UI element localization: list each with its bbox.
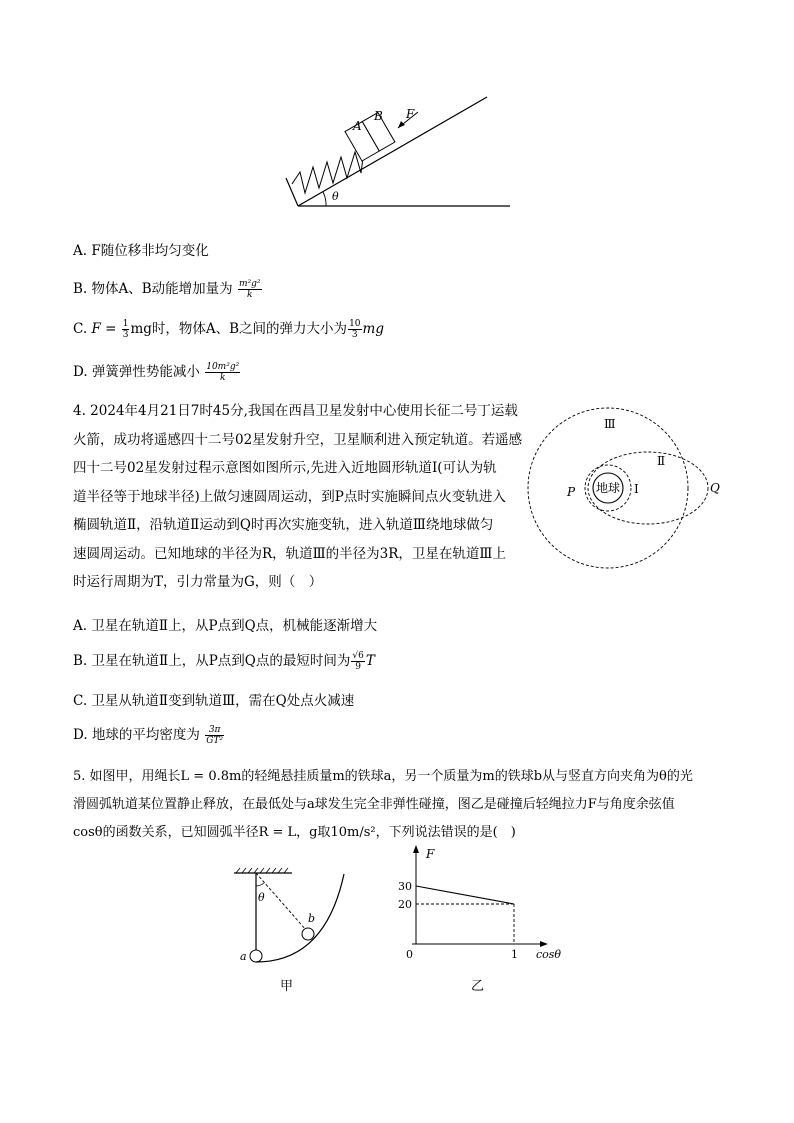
caption-jia: 甲 [280, 979, 294, 994]
label-q: Q [710, 481, 720, 495]
q3-option-d[interactable]: D. 弹簧弹性势能减小 $\frac{\text{10m²g²}}{k}$ [73, 362, 240, 383]
orbit-diagram [526, 402, 736, 574]
label-orbit-i: Ⅰ [634, 482, 639, 496]
label-b: B [374, 109, 383, 123]
fraction: $\frac{\text{m²g²}}{k}$ [238, 279, 261, 300]
q4-option-b[interactable]: B. 卫星在轨道Ⅱ上，从P点到Q点的最短时间为 $\frac{√6}{9}$ T [73, 651, 375, 672]
fraction: $\frac{3\pi}{\text{GT²}}$ [206, 725, 224, 746]
tick-0: 0 [406, 948, 413, 961]
incline-spring-diagram [280, 92, 520, 212]
fraction: $\frac{√6}{9}$ [352, 651, 364, 672]
label-p: P [567, 485, 576, 499]
label-theta: θ [258, 891, 265, 904]
q4-option-a[interactable]: A. 卫星在轨道Ⅱ上，从P点到Q点，机械能逐渐增大 [73, 618, 378, 634]
label-earth: 地球 [595, 481, 621, 495]
q4-stem: 4. 2024年4月21日7时45分,我国在西昌卫星发射中心使用长征二号丁运载 火箭，成功将遥感四十二号02星发射升空，卫星顺利进入预定轨道。若遥感 四十二号02星发射过程示意图如图所示,先进入近地圆形轨道Ⅰ(可认为轨 道半径等于地球半径)上做匀速圆周运动，到P点时实施瞬间点火变轨进入 椭圆轨道Ⅱ，沿轨道Ⅱ运动到Q时再次实施变轨，进入轨道Ⅲ绕地球做匀 速圆周运动。已知地球的半径为R，轨道Ⅲ的半径为3R，卫星在轨道Ⅲ上 时运行周期为T，引力常量为G，则（ ） [73, 403, 523, 590]
q3-option-a[interactable]: A. F随位移非均匀变化 [73, 243, 209, 259]
fraction: $\frac{1}{3}$ [122, 319, 129, 340]
q5-stem: 5. 如图甲，用绳长L = 0.8m的轻绳悬挂质量m的铁球a，另一个质量为m的铁球b从与竖直方向夹角为θ的光 滑圆弧轨道某位置静止释放，在最低处与a球发生完全非弹性碰撞，图乙是碰撞后轻绳拉力F与角度余弦值 cosθ的函数关系，已知圆弧半径R = L，g取10m/s²，下列说法错误的是( ) [73, 769, 693, 840]
q4-option-c[interactable]: C. 卫星从轨道Ⅱ变到轨道Ⅲ，需在Q处点火减速 [73, 693, 355, 709]
label-f: F [406, 107, 415, 121]
q3-option-c[interactable]: C. F = $\frac{1}{3}$ mg时，物体A、B之间的弹力大小为 $\frac{10}{3}$ mg [73, 319, 384, 340]
fraction: $\frac{10}{3}$ [349, 319, 361, 340]
label-b: b [308, 912, 316, 925]
label-orbit-ii: Ⅱ [657, 454, 666, 468]
label-a: a [240, 950, 247, 963]
label-a: A [353, 119, 362, 133]
tick-30: 30 [398, 880, 412, 893]
axis-label-cos: cosθ [536, 948, 562, 961]
label-orbit-iii: Ⅲ [604, 417, 616, 431]
figure-yi [392, 842, 572, 994]
q4-option-d[interactable]: D. 地球的平均密度为 $\frac{3\pi}{\text{GT²}}$ [73, 725, 224, 746]
tick-1: 1 [511, 948, 518, 961]
fraction: $\frac{\text{10m²g²}}{k}$ [206, 362, 240, 383]
q3-option-b[interactable]: B. 物体A、B动能增加量为 $\frac{\text{m²g²}}{k}$ [73, 279, 261, 300]
axis-label-f: F [426, 847, 435, 861]
caption-yi: 乙 [471, 979, 485, 994]
tick-20: 20 [398, 898, 412, 911]
label-theta: θ [332, 190, 339, 203]
figure-jia [232, 866, 352, 996]
